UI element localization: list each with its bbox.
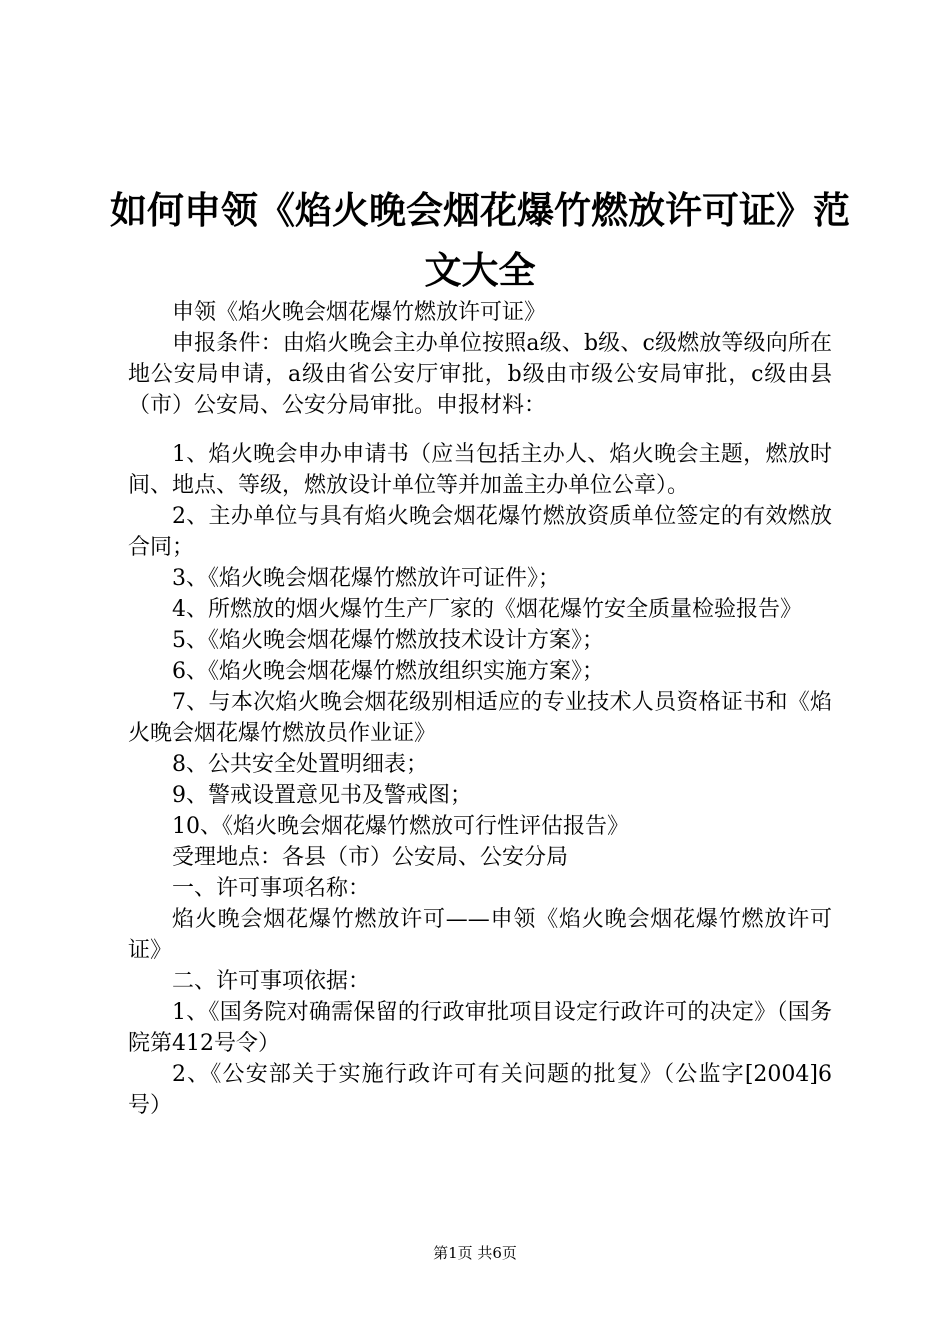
section-heading: 一、许可事项名称： [172, 876, 371, 901]
list-item: 10、《焰火晚会烟花爆竹燃放可行性评估报告》 [172, 814, 629, 839]
document-body [128, 297, 832, 1121]
paragraph: 焰火晚会烟花爆竹燃放许可——申领《焰火晚会烟花爆竹燃放许可证》 [128, 907, 832, 963]
list-item: 3、《焰火晚会烟花爆竹燃放许可证件》； [172, 566, 560, 591]
paragraph: 申报条件：由焰火晚会主办单位按照a级、b级、c级燃放等级向所在地公安局申请，a级由省公安厅审批，b级由市级公安局审批，c级由县（市）公安局、公安分局审批。申报材料： [128, 331, 832, 418]
list-item: 2、《公安部关于实施行政许可有关问题的批复》（公监字[2004]6号） [128, 1062, 832, 1118]
page-footer: 第1页 共6页 [433, 1244, 517, 1262]
paragraph: 受理地点：各县（市）公安局、公安分局 [172, 845, 569, 870]
list-item: 8、公共安全处置明细表； [172, 752, 428, 777]
list-item: 2、主办单位与具有焰火晚会烟花爆竹燃放资质单位签定的有效燃放合同； [128, 504, 832, 560]
list-item: 1、焰火晚会申办申请书（应当包括主办人、焰火晚会主题，燃放时间、地点、等级，燃放设计单位等并加盖主办单位公章）。 [128, 442, 832, 498]
list-item: 1、《国务院对确需保留的行政审批项目设定行政许可的决定》（国务院第412号令） [128, 1000, 832, 1056]
section-heading: 二、许可事项依据： [172, 969, 371, 994]
list-item: 9、警戒设置意见书及警戒图； [172, 783, 472, 808]
list-item: 7、与本次焰火晚会烟花级别相适应的专业技术人员资格证书和《焰火晚会烟花爆竹燃放员作业证》 [128, 690, 832, 746]
list-item: 6、《焰火晚会烟花爆竹燃放组织实施方案》； [172, 659, 604, 684]
paragraph: 申领《焰火晚会烟花爆竹燃放许可证》 [172, 300, 547, 325]
list-item: 5、《焰火晚会烟花爆竹燃放技术设计方案》； [172, 628, 604, 653]
document-title: 如何申领《焰火晚会烟花爆竹燃放许可证》范文大全 [110, 188, 850, 292]
list-item: 4、所燃放的烟火爆竹生产厂家的《烟花爆竹安全质量检验报告》 [172, 597, 802, 622]
